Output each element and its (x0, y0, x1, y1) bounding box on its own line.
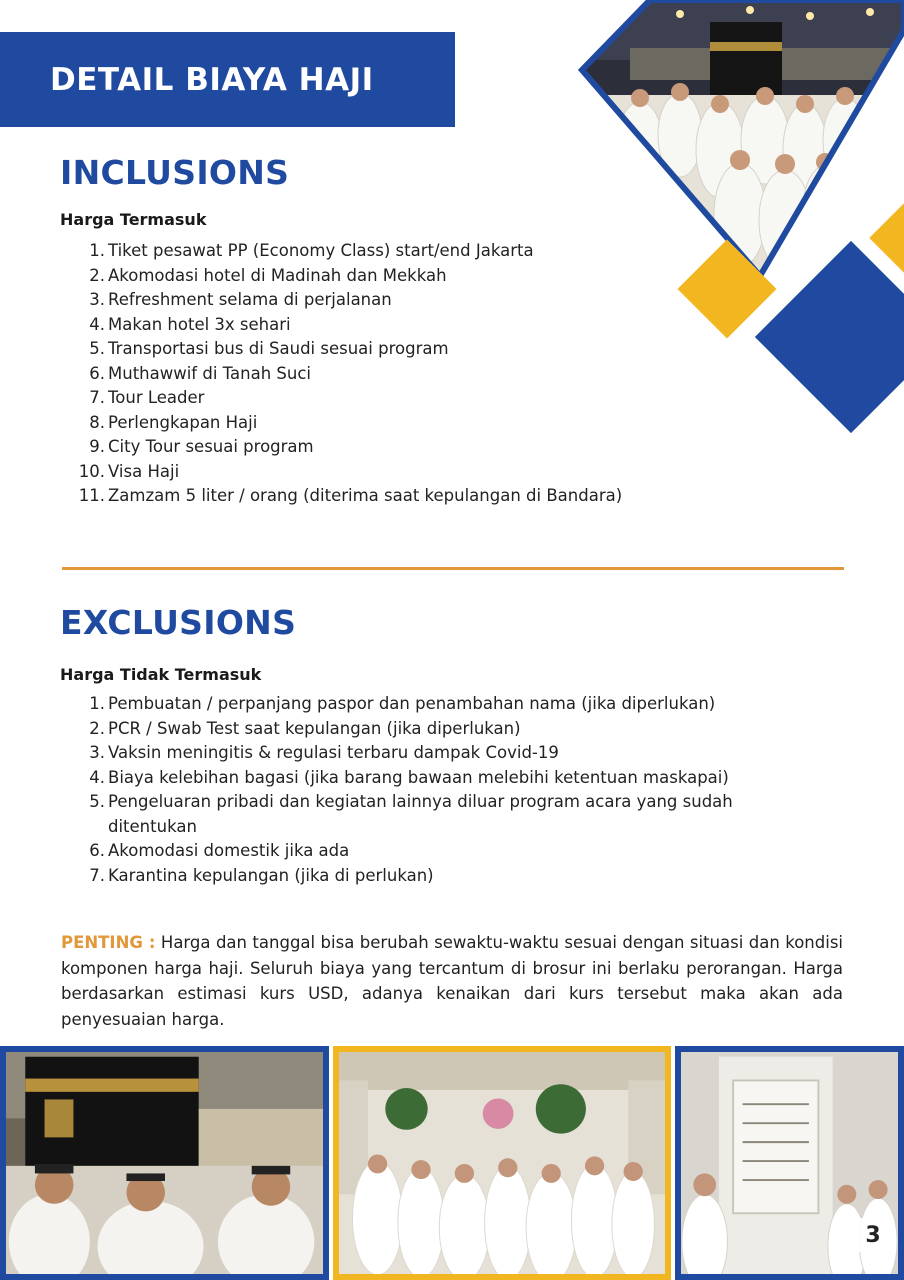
inclusions-subheading: Harga Termasuk (60, 210, 207, 229)
list-item: 10. Visa Haji (78, 461, 180, 481)
list-item: 2. Akomodasi hotel di Madinah dan Mekkah (89, 265, 447, 285)
exclusions-list (60, 692, 798, 888)
list-item: 3. Vaksin meningitis & regulasi terbaru dampak Covid-19 (89, 743, 559, 762)
important-note (61, 930, 843, 1032)
bottom-photo-group (333, 1046, 671, 1280)
list-item: 6. Akomodasi domestik jika ada (89, 841, 350, 860)
exclusions-subheading: Harga Tidak Termasuk (60, 665, 262, 684)
list-item: 4. Makan hotel 3x sehari (89, 314, 291, 334)
note-label: PENTING : (61, 933, 156, 952)
bottom-photo-kaaba (0, 1046, 329, 1280)
list-item: 3. Refreshment selama di perjalanan (89, 290, 392, 309)
inclusions-list (60, 239, 622, 509)
list-item: 11. Zamzam 5 liter / orang (diterima saat kepulangan di Bandara) (78, 486, 623, 505)
list-item: 4. Biaya kelebihan bagasi (jika barang bawaan melebihi ketentuan maskapai) (89, 767, 729, 787)
list-item: 5. Pengeluaran pribadi dan kegiatan lainnya diluar program acara yang sudah ditentukan (89, 792, 738, 836)
list-item: 7. Karantina kepulangan (jika di perlukan) (89, 865, 434, 885)
list-item: 6. Muthawwif di Tanah Suci (89, 363, 311, 383)
list-item: 7. Tour Leader (89, 388, 205, 407)
list-item: 1. Tiket pesawat PP (Economy Class) start/end Jakarta (89, 241, 534, 260)
section-divider (62, 567, 844, 570)
list-item: 8. Perlengkapan Haji (89, 412, 258, 432)
exclusions-heading: EXCLUSIONS (60, 603, 297, 642)
inclusions-heading: INCLUSIONS (60, 153, 290, 192)
list-item: 1. Pembuatan / perpanjang paspor dan penambahan nama (jika diperlukan) (89, 694, 716, 713)
title-banner (0, 32, 455, 127)
list-item: 2. PCR / Swab Test saat kepulangan (jika diperlukan) (89, 718, 521, 738)
note-text: Harga dan tanggal bisa berubah sewaktu-waktu sesuai dengan situasi dan kondisi komponen harga haji. Seluruh biaya yang tercantum di brosur ini berlaku perorangan. Harga berdasarkan estimasi kurs USD, adanya kenaikan dari kurs tersebut maka akan ada penyesuaian harga. (61, 933, 844, 1029)
page-title: DETAIL BIAYA HAJI (50, 61, 374, 98)
page-number: 3 (857, 1218, 889, 1252)
list-item: 5. Transportasi bus di Saudi sesuai program (89, 339, 449, 358)
list-item: 9. City Tour sesuai program (89, 437, 314, 456)
